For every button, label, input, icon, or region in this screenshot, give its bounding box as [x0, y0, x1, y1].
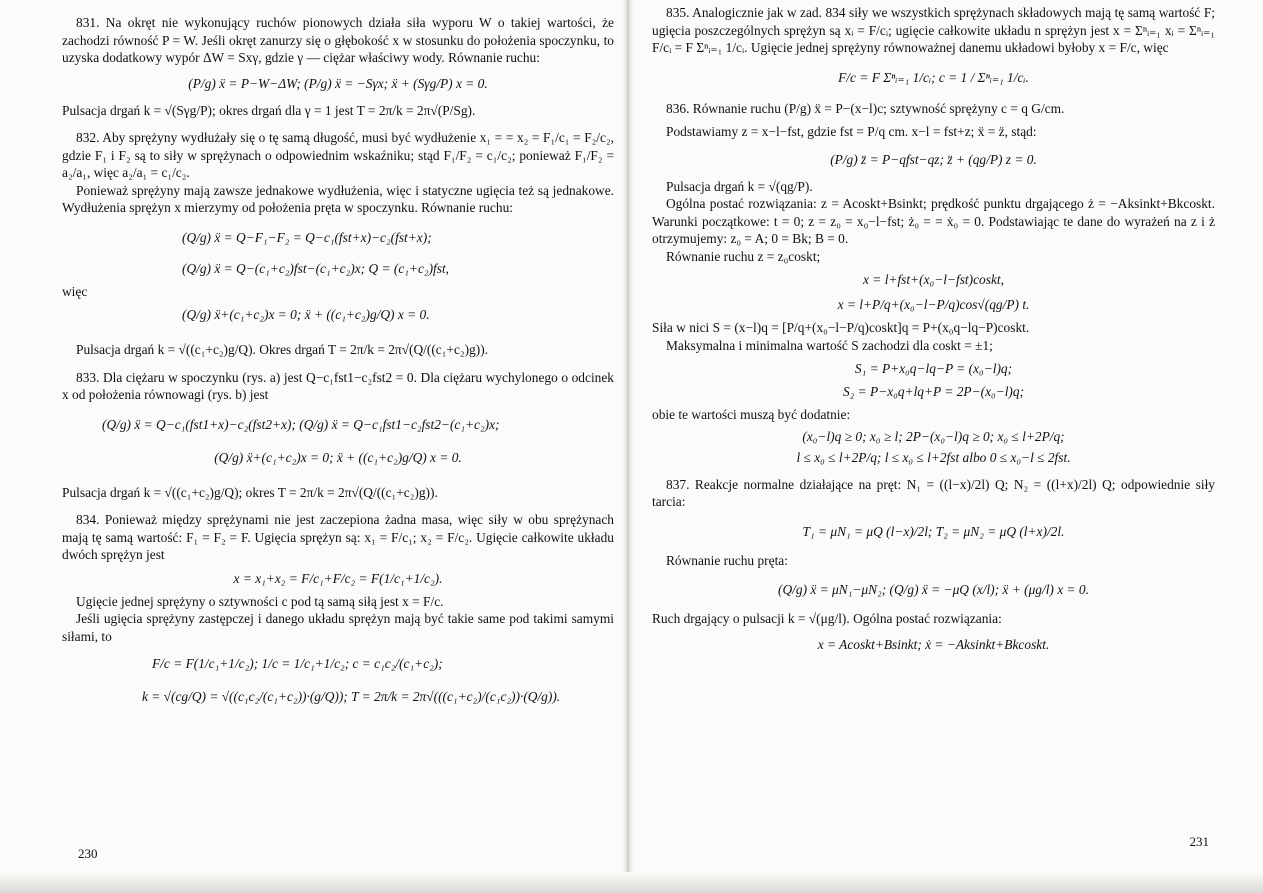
equation: x = l+fst+(x₀−l−fst)coskt,: [863, 272, 1004, 287]
paragraph: więc: [62, 283, 88, 299]
equation: S₁ = P+x₀q−lq−P = (x₀−l)q;: [854, 361, 1013, 376]
page-bottom-shadow: [0, 872, 1263, 893]
paragraph: Pulsacja drgań k = √(qg/P).: [666, 178, 813, 194]
problem-833: 833. Dla ciężaru w spoczynku (rys. a) jest Q−c₁fst1−c₂fst2 = 0. Dla ciężaru wychylonego o odcinek x od położenia równowagi (rys. b) jest: [62, 369, 614, 402]
problem-836: 836. Równanie ruchu (P/g) ẍ = P−(x−l)c; sztywność sprężyny c = q G/cm.: [666, 100, 1065, 116]
paragraph: Ruch drgający o pulsacji k = √(μg/l). Ogólna postać rozwiązania:: [652, 611, 1002, 626]
equation: F/c = F Σⁿᵢ₌₁ 1/cᵢ; c = 1 / Σⁿᵢ₌₁ 1/cᵢ.: [838, 69, 1029, 85]
right-page: [628, 0, 1263, 893]
equation: (Q/g) ẍ+(c₁+c₂)x = 0; ẍ + ((c₁+c₂)g/Q) x = 0.: [214, 449, 462, 465]
paragraph: Ugięcie jednej sprężyny o sztywności c pod tą samą siłą jest x = F/c.: [76, 593, 444, 609]
problem-835: 835. Analogicznie jak w zad. 834 siły we wszystkich sprężynach składowych mają tę samą wartość F; ugięcia poszczególnych sprężyn są xᵢ = F/cᵢ; ugięcie całkowite układu n sprężyn jest x = Σⁿᵢ₌₁ xᵢ = Σⁿᵢ₌₁ F/cᵢ = F Σⁿᵢ₌₁ 1/cᵢ. Ugięcie jednej sprężyny równoważnej danemu układowi byłoby x = F/c, więc: [652, 5, 1215, 55]
paragraph: obie te wartości muszą być dodatnie:: [652, 407, 851, 422]
equation: x = x₁+x₂ = F/c₁+F/c₂ = F(1/c₁+1/c₂).: [233, 570, 443, 586]
left-page: [0, 0, 628, 893]
paragraph: Podstawiamy z = x−l−fst, gdzie fst = P/q cm. x−l = fst+z; ẍ = z̈, stąd:: [666, 124, 1037, 139]
paragraph: Jeśli ugięcia sprężyny zastępczej i danego układu sprężyn mają być takie same pod takimi samymi siłami, to: [62, 611, 614, 644]
equation: (x₀−l)q ≥ 0; x₀ ≥ l; 2P−(x₀−l)q ≥ 0; x₀ ≤ l+2P/q;: [802, 428, 1065, 444]
paragraph: Ogólna postać rozwiązania: z = Acoskt+Bsinkt; prędkość punktu drgającego ż = −Aksinkt+Bkcoskt. Warunki początkowe: t = 0; z = z₀ = x₀−l−fst; ż₀ = = ẋ₀ = 0. Podstawiając te dane do wyrażeń na z i ż otrzymujemy: z₀ = A; 0 = Bk; B = 0.: [652, 196, 1215, 246]
equation: (P/g) z̈ = P−qfst−qz; z̈ + (qg/P) z = 0.: [830, 151, 1037, 167]
page-number: 230: [78, 846, 98, 861]
equation: (Q/g) ẍ = Q−c₁(fst1+x)−c₂(fst2+x); (Q/g) ẍ = Q−c₁fst1−c₂fst2−(c₁+c₂)x;: [102, 416, 500, 432]
paragraph: Siła w nici S = (x−l)q = [P/q+(x₀−l−P/q)coskt]q = P+(x₀q−lq−P)coskt.: [652, 320, 1030, 335]
equation: (Q/g) ẍ = Q−F₁−F₂ = Q−c₁(fst+x)−c₂(fst+x);: [182, 229, 432, 245]
paragraph: Pulsacja drgań k = √((c₁+c₂)g/Q). Okres drgań T = 2π/k = 2π√(Q/((c₁+c₂)g)).: [76, 342, 489, 357]
equation: (Q/g) ẍ+(c₁+c₂)x = 0; ẍ + ((c₁+c₂)g/Q) x = 0.: [182, 307, 430, 322]
problem-837: 837. Reakcje normalne działające na pręt: N₁ = ((l−x)/2l) Q; N₂ = ((l+x)/2l) Q; odpowiednie siły tarcia:: [652, 476, 1215, 509]
paragraph: Pulsacja drgań k = √(Sγg/P); okres drgań dla γ = 1 jest T = 2π/k = 2π√(P/Sg).: [62, 102, 476, 118]
equation: x = l+P/q+(x₀−l−P/q)cos√(qg/P) t.: [837, 297, 1030, 312]
paragraph: Pulsacja drgań k = √((c₁+c₂)g/Q); okres T = 2π/k = 2π√(Q/((c₁+c₂)g)).: [62, 484, 438, 500]
equation: (Q/g) ẍ = Q−(c₁+c₂)fst−(c₁+c₂)x; Q = (c₁+c₂)fst,: [182, 260, 450, 276]
problem-831: 831. Na okręt nie wykonujący ruchów pionowych działa siła wyporu W o takiej wartości, że zachodzi równość P = W. Jeśli okręt zanurzy się o głębokość x w stosunku do położenia spoczynku, to uzyska dodatkowy wypór ΔW = Sxγ, gdzie γ — ciężar właściwy wody. Równanie ruchu:: [62, 15, 614, 65]
equation: T₁ = μN₁ = μQ (l−x)/2l; T₂ = μN₂ = μQ (l+x)/2l.: [802, 523, 1065, 539]
equation: k = √(cg/Q) = √((c₁c₂/(c₁+c₂))·(g/Q)); T = 2π/k = 2π√(((c₁+c₂)/(c₁c₂))·(Q/g)).: [142, 689, 561, 704]
equation: (Q/g) ẍ = μN₁−μN₂; (Q/g) ẍ = −μQ (x/l); ẍ + (μg/l) x = 0.: [778, 582, 1089, 597]
equation: F/c = F(1/c₁+1/c₂); 1/c = 1/c₁+1/c₂; c = c₁c₂/(c₁+c₂);: [152, 656, 443, 671]
paragraph: Równanie ruchu pręta:: [666, 552, 788, 568]
equation: l ≤ x₀ ≤ l+2P/q; l ≤ x₀ ≤ l+2fst albo 0 ≤ x₀−l ≤ 2fst.: [796, 449, 1071, 465]
paragraph: Ponieważ sprężyny mają zawsze jednakowe wydłużenia, więc i statyczne ugięcia też są jednakowe. Wydłużenia sprężyn x mierzymy od położenia pręta w spoczynku. Równanie ruchu:: [62, 182, 614, 215]
problem-832: 832. Aby sprężyny wydłużały się o tę samą długość, musi być wydłużenie x₁ = = x₂ = F₁/c₁ = F₂/c₂, gdzie F₁ i F₂ są to siły w sprężynach o odpowiednim wskaźniku; stąd F₁/F₂ = c₁/c₂; ponieważ F₁/F₂ = a₂/a₁, więc a₂/a₁ = c₁/c₂.: [62, 130, 614, 180]
problem-834: 834. Ponieważ między sprężynami nie jest zaczepiona żadna masa, więc siły w obu sprężynach mają tę samą wartość: F₁ = F₂ = F. Ugięcia sprężyn są: x₁ = F/c₁; x₂ = F/c₂. Ugięcie całkowite układu dwóch sprężyn jest: [62, 512, 614, 562]
paragraph: Równanie ruchu z = z₀coskt;: [666, 248, 821, 264]
equation: S₂ = P−x₀q+lq+P = 2P−(x₀−l)q;: [842, 384, 1025, 399]
paragraph: Maksymalna i minimalna wartość S zachodzi dla coskt = ±1;: [666, 337, 993, 353]
page-number: 231: [1189, 834, 1209, 849]
equation: (P/g) ẍ = P−W−ΔW; (P/g) ẍ = −Sγx; ẍ + (Sγg/P) x = 0.: [188, 75, 488, 91]
equation: x = Acoskt+Bsinkt; ẋ = −Aksinkt+Bkcoskt.: [817, 636, 1050, 652]
